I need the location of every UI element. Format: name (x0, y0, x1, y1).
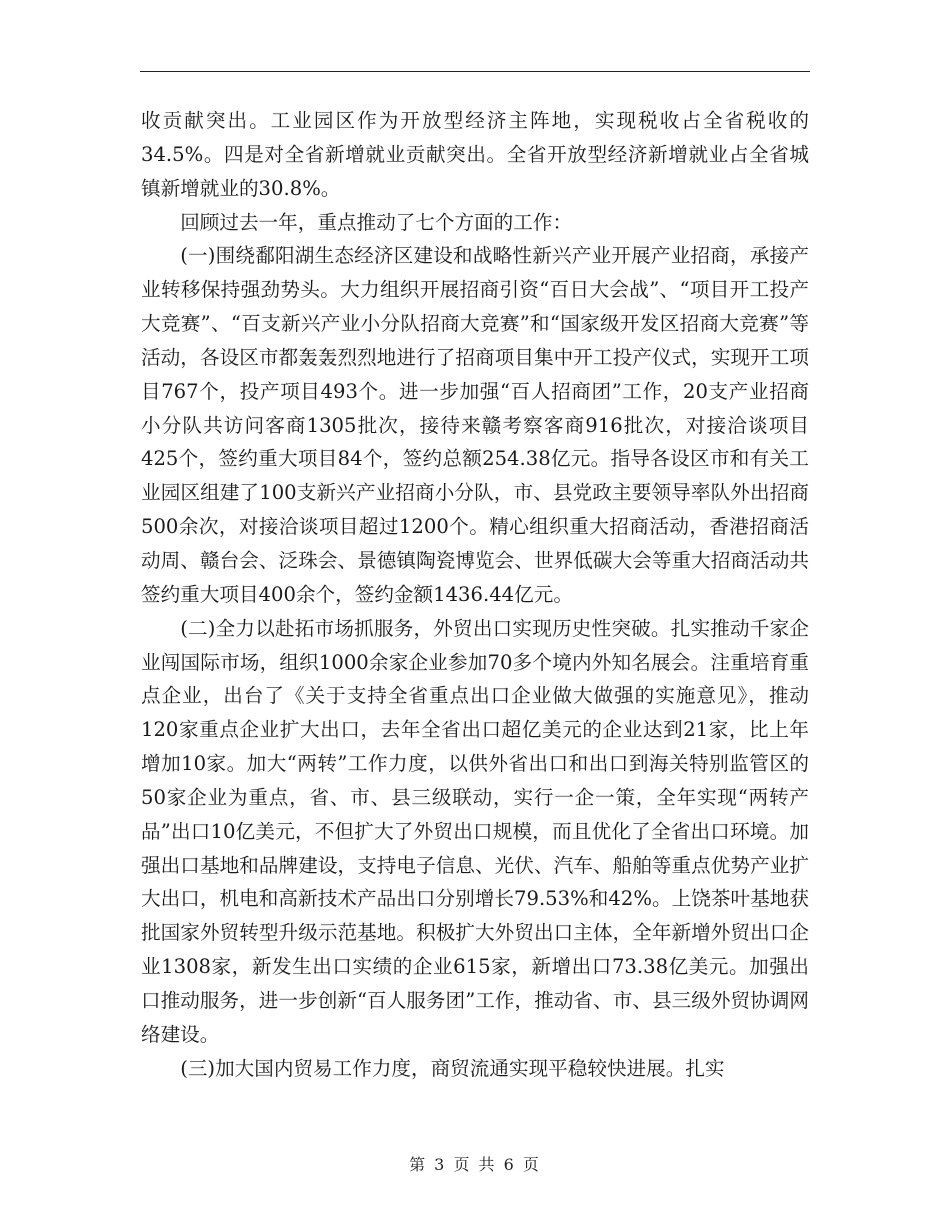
page-number-footer: 第 3 页 共 6 页 (409, 1155, 541, 1174)
paragraph-section-3: (三)加大国内贸易工作力度，商贸流通实现平稳较快进展。扎实 (180, 1056, 725, 1080)
paragraph-section-2: (二)全力以赴拓市场抓服务，外贸出口实现历史性突破。扎实推动千家企业闯国际市场，组织1000余家企业参加70多个境内外知名展会。注重培育重点企业，出台了《关于支持全省重点出口企业做大做强的实施意见》，推动120家重点企业扩大出口，去年全省出口超亿美元的企业达到21家，比上年增加10家。加大“两转”工作力度，以供外省出口和出口到海关特别监管区的50家企业为重点，省、市、县三级联动，实行一企一策，全年实现“两转产品”出口10亿美元，不但扩大了外贸出口规模，而且优化了全省出口环境。加强出口基地和品牌建设，支持电子信息、光伏、汽车、船舶等重点优势产业扩大出口，机电和高新技术产品出口分别增长79.53%和42%。上饶茶叶基地获批国家外贸转型升级示范基地。积极扩大外贸出口主体，全年新增外贸出口企业1308家，新发生出口实绩的企业615家，新增出口73.38亿美元。加强出口推动服务，进一步创新“百人服务团”工作，推动省、市、县三级外贸协调网络建设。 (141, 616, 809, 1046)
paragraph-continuation: 收贡献突出。工业园区作为开放型经济主阵地，实现税收占全省税收的34.5%。四是对全省新增就业贡献突出。全省开放型经济新增就业占全省城镇新增就业的30.8%。 (141, 109, 809, 200)
paragraph-section-1: (一)围绕鄱阳湖生态经济区建设和战略性新兴产业开展产业招商，承接产业转移保持强劲势头。大力组织开展招商引资“百日大会战”、“项目开工投产大竞赛”、“百支新兴产业小分队招商大竞赛”和“国家级开发区招商大竞赛”等活动，各设区市都轰轰烈烈地进行了招商项目集中开工投产仪式，实现开工项目767个，投产项目493个。进一步加强“百人招商团”工作，20支产业招商小分队共访问客商1305批次，接待来赣考察客商916批次，对接洽谈项目425个，签约重大项目84个，签约总额254.38亿元。指导各设区市和有关工业园区组建了100支新兴产业招商小分队，市、县党政主要领导率队外出招商500余次，对接洽谈项目超过1200个。精心组织重大招商活动，香港招商活动周、赣台会、泛珠会、景德镇陶瓷博览会、世界低碳大会等重大招商活动共签约重大项目400余个，签约金额1436.44亿元。 (141, 244, 809, 606)
header-rule (140, 71, 810, 72)
body-text (141, 104, 809, 1085)
paragraph-review-intro: 回顾过去一年，重点推动了七个方面的工作： (180, 210, 573, 234)
